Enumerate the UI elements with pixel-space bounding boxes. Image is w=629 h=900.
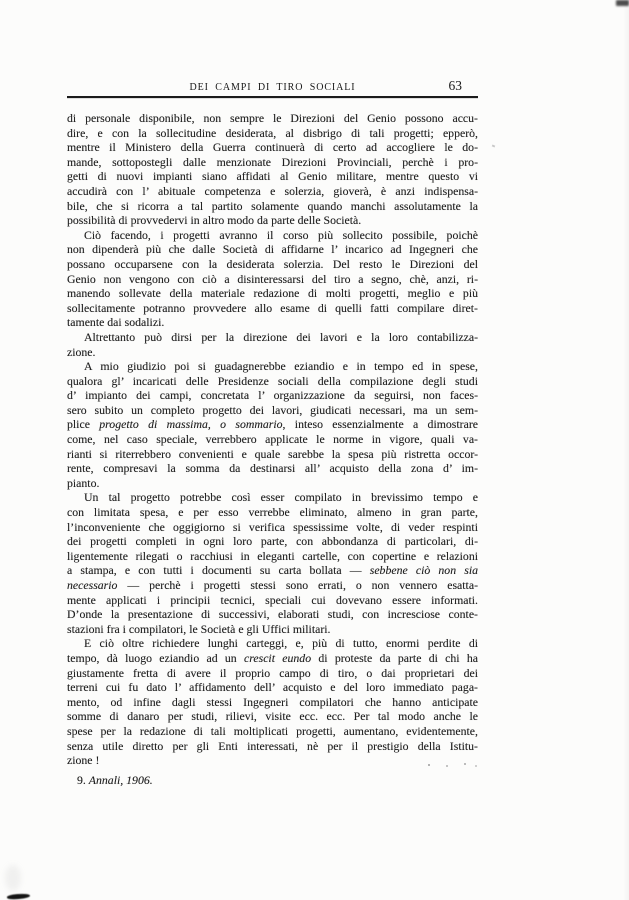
scan-artifact-speck [492, 144, 496, 147]
text-segment: , inteso essenzialmente a dimostrare [282, 417, 479, 432]
text-line [67, 155, 478, 170]
text-line [67, 651, 478, 666]
text-line [67, 520, 478, 535]
text-line [67, 593, 478, 608]
text-segment: zione. [67, 344, 96, 359]
text-line [67, 345, 478, 360]
text-segment: possibilità di provvedervi in altro modo da parte delle Società. [67, 213, 362, 228]
text-line [67, 126, 478, 141]
text-line [67, 447, 478, 462]
text-line [67, 534, 478, 549]
paragraph [67, 636, 478, 767]
paragraph [67, 330, 478, 359]
text-segment: accudirà con l’ abituale competenza e solerzia, gioverà, è anzi indispensa- [67, 183, 478, 198]
footnote-line [67, 773, 478, 788]
italic-text: Annali, 1906. [88, 772, 153, 787]
text-line [67, 315, 478, 330]
page-content [67, 0, 478, 787]
text-segment: non dipenderà più che dalle Società di affidarne l’ incarico ad Ingegneri che [67, 242, 478, 257]
text-segment: Genio non vengono con ciò a disinteressarsi del tiro a segno, chè, anzi, ri- [67, 271, 478, 286]
text-line [67, 724, 478, 739]
text-line [67, 490, 478, 505]
text-line [67, 388, 478, 403]
text-segment: D’onde la presentazione di successivi, elaborati studi, con incresciose conte- [67, 607, 478, 622]
scan-artifact-top-right [616, 0, 629, 6]
text-line [67, 140, 478, 155]
text-segment: tempo, dà luogo eziandio ad un [67, 650, 244, 665]
text-line [67, 111, 478, 126]
text-segment: mande, sottopostegli dalle menzionate Direzioni Provinciali, perchè i pro- [67, 154, 478, 169]
text-line [67, 607, 478, 622]
text-line [67, 666, 478, 681]
text-segment: di personale disponibile, non sempre le Direzioni del Genio possono accu- [67, 111, 478, 125]
text-line [67, 505, 478, 520]
text-line [67, 213, 478, 228]
text-segment: mentre il Ministero della Guerra continuerà di certo ad accogliere le do- [67, 140, 478, 155]
text-segment: zione ! [67, 753, 100, 768]
text-segment: sollecitamente potranno provvedere allo esame di quelli fatti compilare diret- [67, 300, 478, 315]
text-line [67, 169, 478, 184]
text-segment: stazioni fra i compilatori, le Società e gli Uffici militari. [67, 621, 331, 636]
text-line [67, 709, 478, 724]
text-segment: — perchè i progetti stessi sono errati, o non vennero esatta- [117, 578, 478, 592]
text-line [67, 257, 478, 272]
text-line [67, 695, 478, 710]
text-segment: con limitata spesa, e per esso verrebbe eliminato, almeno in gran parte, [67, 505, 478, 520]
text-line [67, 403, 478, 418]
text-segment: plice [67, 417, 100, 432]
text-line [67, 432, 478, 447]
text-segment: mente applicati i principii tecnici, speciali cui dovevano essere informati. [67, 592, 478, 607]
text-segment: 9. [77, 772, 89, 787]
paragraph [67, 490, 478, 636]
text-segment: l’inconveniente che oggigiorno si verifica spessissime volte, di veder respinti [67, 519, 478, 534]
text-segment: E ciò oltre richiedere lunghi carteggi, e, più di tutto, enormi perdite di [84, 636, 478, 651]
text-segment: terreni cui fu dato l’ affidamento dell’ acquisto e del loro immediato paga- [67, 680, 478, 695]
text-segment: possano occuparsene con la desiderata solerzia. Del resto le Direzioni del [67, 256, 478, 271]
text-line [67, 330, 478, 345]
text-segment: di proteste da parte di chi ha [311, 650, 478, 665]
text-line [67, 374, 478, 389]
scan-artifact-bottom-left [7, 893, 30, 900]
text-segment: getti di nuovi impianti siano affidati al Genio militare, mentre questo vi [67, 169, 478, 184]
text-segment: A mio giudizio poi si guadagnerebbe eziandio e in tempo ed in spese, [84, 359, 478, 374]
text-line [67, 184, 478, 199]
header-rule [67, 96, 478, 98]
text-segment: bile, che si ricorra a tal partito solamente quando manchi assolutamente la [67, 198, 478, 213]
text-segment: qualora gl’ incaricati delle Presidenze sociali della compilazione degli studi [67, 373, 478, 388]
text-segment: dei progetti completi in ogni loro parte, con abbondanza di particolari, di- [67, 534, 478, 549]
paragraph [67, 228, 478, 330]
text-segment: tamente dai sodalizi. [67, 315, 165, 330]
text-segment: spese per la redazione di tali moltiplicati progetti, aumentano, evidentemente, [67, 723, 478, 738]
running-header [67, 73, 478, 94]
running-header-title: DEI CAMPI DI TIRO SOCIALI [189, 82, 356, 93]
text-segment: Ciò facendo, i progetti avranno il corso più sollecito possibile, poichè [84, 227, 478, 242]
text-segment: somme di danaro per studi, rilievi, visite ecc. ecc. Per tal modo anche le [67, 709, 478, 724]
text-segment: mento, od infine dagli stessi Ingegneri compilatori che hanno anticipate [67, 694, 478, 709]
text-segment: Altrettanto può dirsi per la direzione dei lavori e la loro contabilizza- [84, 329, 478, 344]
text-segment: senza utile diretto per gli Enti interessati, nè per il prestigio della Istitu- [67, 738, 478, 753]
text-segment: manendo sollevate della materiale redazione di molti progetti, meglio e più [67, 286, 478, 301]
text-line [67, 636, 478, 651]
text-line [67, 242, 478, 257]
italic-text: progetto di massima, o sommario [99, 417, 283, 432]
text-line [67, 739, 478, 754]
page-number: 63 [448, 78, 462, 93]
text-line [67, 301, 478, 316]
body-text [67, 111, 478, 768]
text-line [67, 228, 478, 243]
text-line [67, 549, 478, 564]
text-line [67, 359, 478, 374]
text-segment: giustamente fretta di avere il proprio campo di tiro, o dai proprietari dei [67, 665, 478, 680]
paragraph [67, 359, 478, 490]
text-segment: rianti si riterrebbero convenienti e quale sarebbe la spesa più ristretta occor- [67, 446, 478, 461]
italic-text: crescit eundo [243, 650, 312, 665]
text-segment: come, nel caso speciale, verrebbero applicate le norme in vigore, quali va- [67, 432, 478, 447]
scan-smudge-bottom-left [5, 865, 21, 891]
text-line [67, 199, 478, 214]
text-segment: rente, compresavi la somma da destinarsi all’ acquisto della zona d’ im- [67, 461, 478, 476]
text-segment: d’ impianto dei campi, concretata l’ organizzazione da seguirsi, non faces- [67, 388, 478, 403]
text-line [67, 753, 478, 768]
text-line [67, 680, 478, 695]
text-line [67, 417, 478, 432]
text-segment: ligentemente rilegati o racchiusi in eleganti cartelle, con copertine e relazioni [67, 548, 478, 563]
text-line [67, 578, 478, 593]
text-segment: dire, e con la sollecitudine desiderata, al disbrigo di tali progetti; epperò, [67, 125, 478, 140]
text-line [67, 461, 478, 476]
italic-text: sebbene ciò non sia [369, 563, 479, 578]
paragraph [67, 111, 478, 228]
text-segment: Un tal progetto potrebbe così esser compilato in brevissimo tempo e [84, 490, 478, 505]
text-line [67, 563, 478, 578]
text-line [67, 622, 478, 637]
italic-text: necessario [67, 578, 118, 592]
text-segment: a stampa, e con tutti i documenti su carta bollata — [67, 563, 370, 578]
text-line [67, 476, 478, 491]
text-segment: sero subito un completo progetto dei lavori, giudicati necessari, ma un sem- [67, 402, 478, 417]
text-line [67, 286, 478, 301]
text-line [67, 272, 478, 287]
text-segment: pianto. [67, 475, 100, 490]
